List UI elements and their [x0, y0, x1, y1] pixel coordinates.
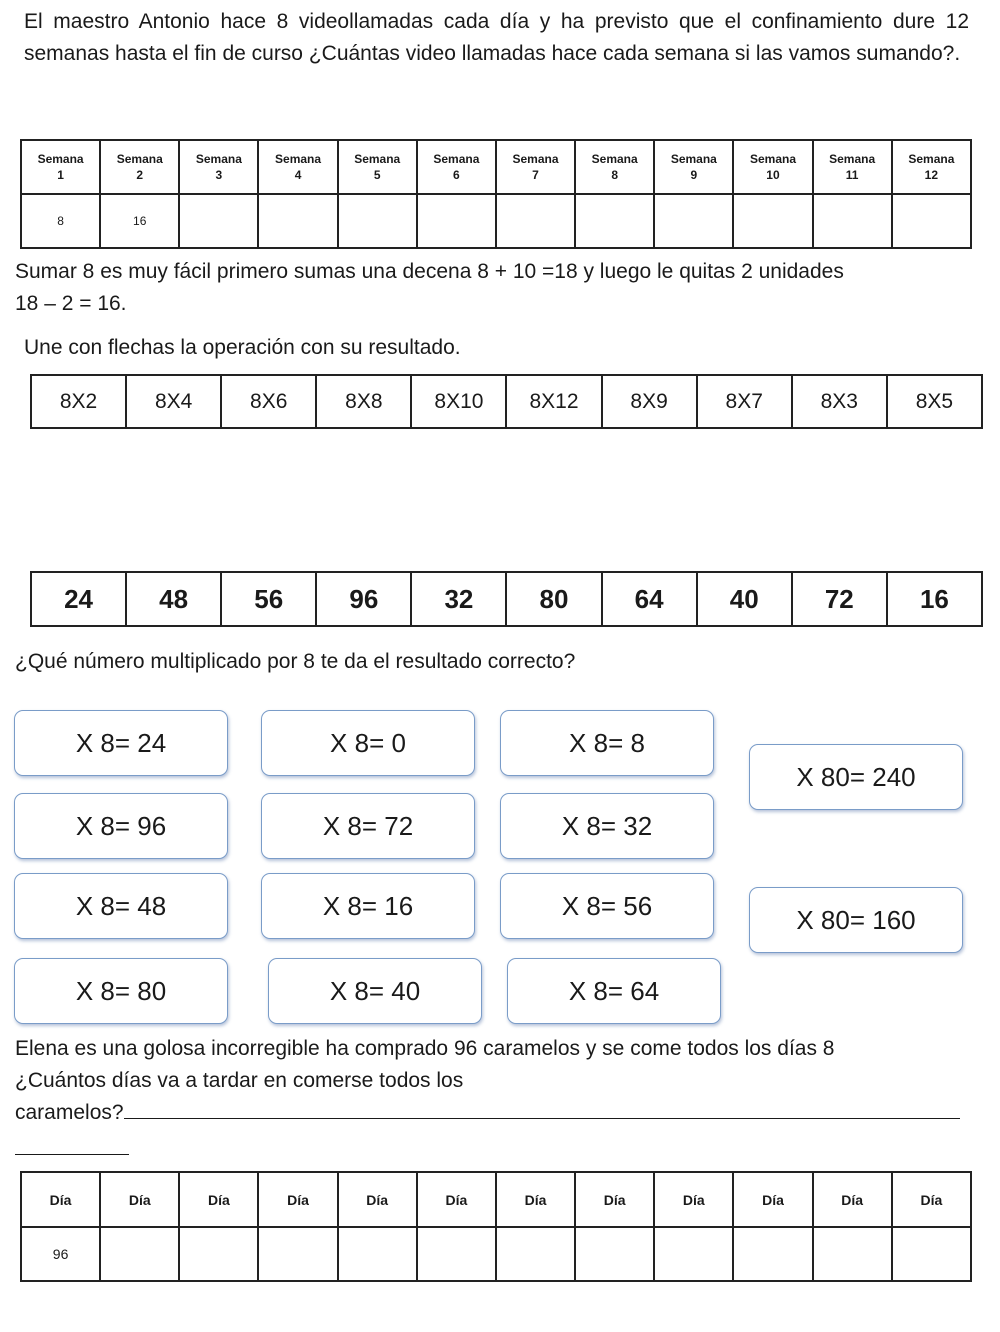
- day-header-cell: Día: [417, 1172, 496, 1227]
- week-value-cell[interactable]: [813, 194, 892, 248]
- day-value-cell[interactable]: [496, 1227, 575, 1281]
- day-header-cell: Día: [575, 1172, 654, 1227]
- week-value-cell[interactable]: [338, 194, 417, 248]
- operations-table: [30, 374, 983, 429]
- day-header-cell: Día: [813, 1172, 892, 1227]
- weeks-table: [20, 139, 972, 249]
- day-header-cell: Día: [733, 1172, 812, 1227]
- day-value-cell: 96: [21, 1227, 100, 1281]
- result-cell[interactable]: 48: [126, 572, 221, 626]
- operation-cell[interactable]: 8X4: [126, 375, 221, 428]
- week-value-cell[interactable]: [575, 194, 654, 248]
- answer-card[interactable]: X 8= 16: [261, 873, 475, 939]
- week-value-cell: 16: [100, 194, 179, 248]
- operation-cell[interactable]: 8X7: [697, 375, 792, 428]
- result-cell[interactable]: 16: [887, 572, 982, 626]
- results-row: [31, 572, 982, 626]
- answer-card[interactable]: X 8= 48: [14, 873, 228, 939]
- week-value-cell[interactable]: [417, 194, 496, 248]
- day-value-cell[interactable]: [654, 1227, 733, 1281]
- operation-cell[interactable]: 8X8: [316, 375, 411, 428]
- day-header-cell: Día: [338, 1172, 417, 1227]
- weeks-value-row: [21, 194, 971, 248]
- results-table: [30, 571, 983, 627]
- day-header-cell: Día: [654, 1172, 733, 1227]
- days-header-row: [21, 1172, 971, 1227]
- day-value-cell[interactable]: [733, 1227, 812, 1281]
- answer-blank-line[interactable]: [124, 1098, 960, 1119]
- days-table: [20, 1171, 972, 1282]
- week-value-cell[interactable]: [258, 194, 337, 248]
- answer-card[interactable]: X 8= 32: [500, 793, 714, 859]
- day-value-cell[interactable]: [338, 1227, 417, 1281]
- day-header-cell: Día: [21, 1172, 100, 1227]
- result-cell[interactable]: 40: [697, 572, 792, 626]
- day-header-cell: Día: [179, 1172, 258, 1227]
- answer-card[interactable]: X 8= 0: [261, 710, 475, 776]
- match-instruction: Une con flechas la operación con su resultado.: [24, 336, 461, 359]
- operation-cell[interactable]: 8X10: [411, 375, 506, 428]
- week-value-cell[interactable]: [892, 194, 971, 248]
- operations-row: [31, 375, 982, 428]
- result-cell[interactable]: 56: [221, 572, 316, 626]
- result-cell[interactable]: 80: [506, 572, 601, 626]
- week-value-cell[interactable]: [179, 194, 258, 248]
- week-value-cell[interactable]: [654, 194, 733, 248]
- answer-card[interactable]: X 8= 64: [507, 958, 721, 1024]
- week-header-cell: Semana 1: [21, 140, 100, 194]
- answer-card[interactable]: X 8= 72: [261, 793, 475, 859]
- answer-card[interactable]: X 80= 240: [749, 744, 963, 810]
- answer-card[interactable]: X 8= 24: [14, 710, 228, 776]
- operation-cell[interactable]: 8X6: [221, 375, 316, 428]
- day-value-cell[interactable]: [179, 1227, 258, 1281]
- answer-card[interactable]: X 8= 96: [14, 793, 228, 859]
- week-header-cell: Semana 3: [179, 140, 258, 194]
- week-value-cell[interactable]: [733, 194, 812, 248]
- operation-cell[interactable]: 8X5: [887, 375, 982, 428]
- problem-paragraph: Elena es una golosa incorregible ha comprado 96 caramelos y se come todos los días 8 ¿Cuántos días va a tardar en comerse todos los caramelos?: [15, 1033, 975, 1129]
- day-header-cell: Día: [892, 1172, 971, 1227]
- week-header-cell: Semana 11: [813, 140, 892, 194]
- day-header-cell: Día: [496, 1172, 575, 1227]
- day-value-cell[interactable]: [417, 1227, 496, 1281]
- answer-card[interactable]: X 8= 40: [268, 958, 482, 1024]
- result-cell[interactable]: 72: [792, 572, 887, 626]
- day-value-cell[interactable]: [258, 1227, 337, 1281]
- answer-card[interactable]: X 80= 160: [749, 887, 963, 953]
- week-header-cell: Semana 4: [258, 140, 337, 194]
- operation-cell[interactable]: 8X9: [602, 375, 697, 428]
- day-value-cell[interactable]: [100, 1227, 179, 1281]
- result-cell[interactable]: 24: [31, 572, 126, 626]
- result-cell[interactable]: 64: [602, 572, 697, 626]
- week-header-cell: Semana 7: [496, 140, 575, 194]
- result-cell[interactable]: 96: [316, 572, 411, 626]
- question-text: ¿Qué número multiplicado por 8 te da el resultado correcto?: [15, 650, 576, 673]
- weeks-header-row: [21, 140, 971, 194]
- day-value-cell[interactable]: [575, 1227, 654, 1281]
- day-header-cell: Día: [100, 1172, 179, 1227]
- week-header-cell: Semana 9: [654, 140, 733, 194]
- week-header-cell: Semana 2: [100, 140, 179, 194]
- operation-cell[interactable]: 8X2: [31, 375, 126, 428]
- day-value-cell[interactable]: [813, 1227, 892, 1281]
- answer-blank-line-short[interactable]: [15, 1154, 129, 1155]
- week-value-cell: 8: [21, 194, 100, 248]
- answer-card[interactable]: X 8= 80: [14, 958, 228, 1024]
- hint-text: Sumar 8 es muy fácil primero sumas una decena 8 + 10 =18 y luego le quitas 2 unidades 18 – 2 = 16.: [15, 260, 844, 315]
- week-header-cell: Semana 5: [338, 140, 417, 194]
- week-header-cell: Semana 10: [733, 140, 812, 194]
- answer-card[interactable]: X 8= 56: [500, 873, 714, 939]
- operation-cell[interactable]: 8X3: [792, 375, 887, 428]
- week-value-cell[interactable]: [496, 194, 575, 248]
- week-header-cell: Semana 12: [892, 140, 971, 194]
- days-value-row: [21, 1227, 971, 1281]
- operation-cell[interactable]: 8X12: [506, 375, 601, 428]
- day-value-cell[interactable]: [892, 1227, 971, 1281]
- week-header-cell: Semana 6: [417, 140, 496, 194]
- week-header-cell: Semana 8: [575, 140, 654, 194]
- intro-paragraph: El maestro Antonio hace 8 videollamadas cada día y ha previsto que el confinamiento dure 12 semanas hasta el fin de curso ¿Cuántas video llamadas hace cada semana si las vamos sumando?.: [24, 10, 969, 65]
- answer-card[interactable]: X 8= 8: [500, 710, 714, 776]
- day-header-cell: Día: [258, 1172, 337, 1227]
- result-cell[interactable]: 32: [411, 572, 506, 626]
